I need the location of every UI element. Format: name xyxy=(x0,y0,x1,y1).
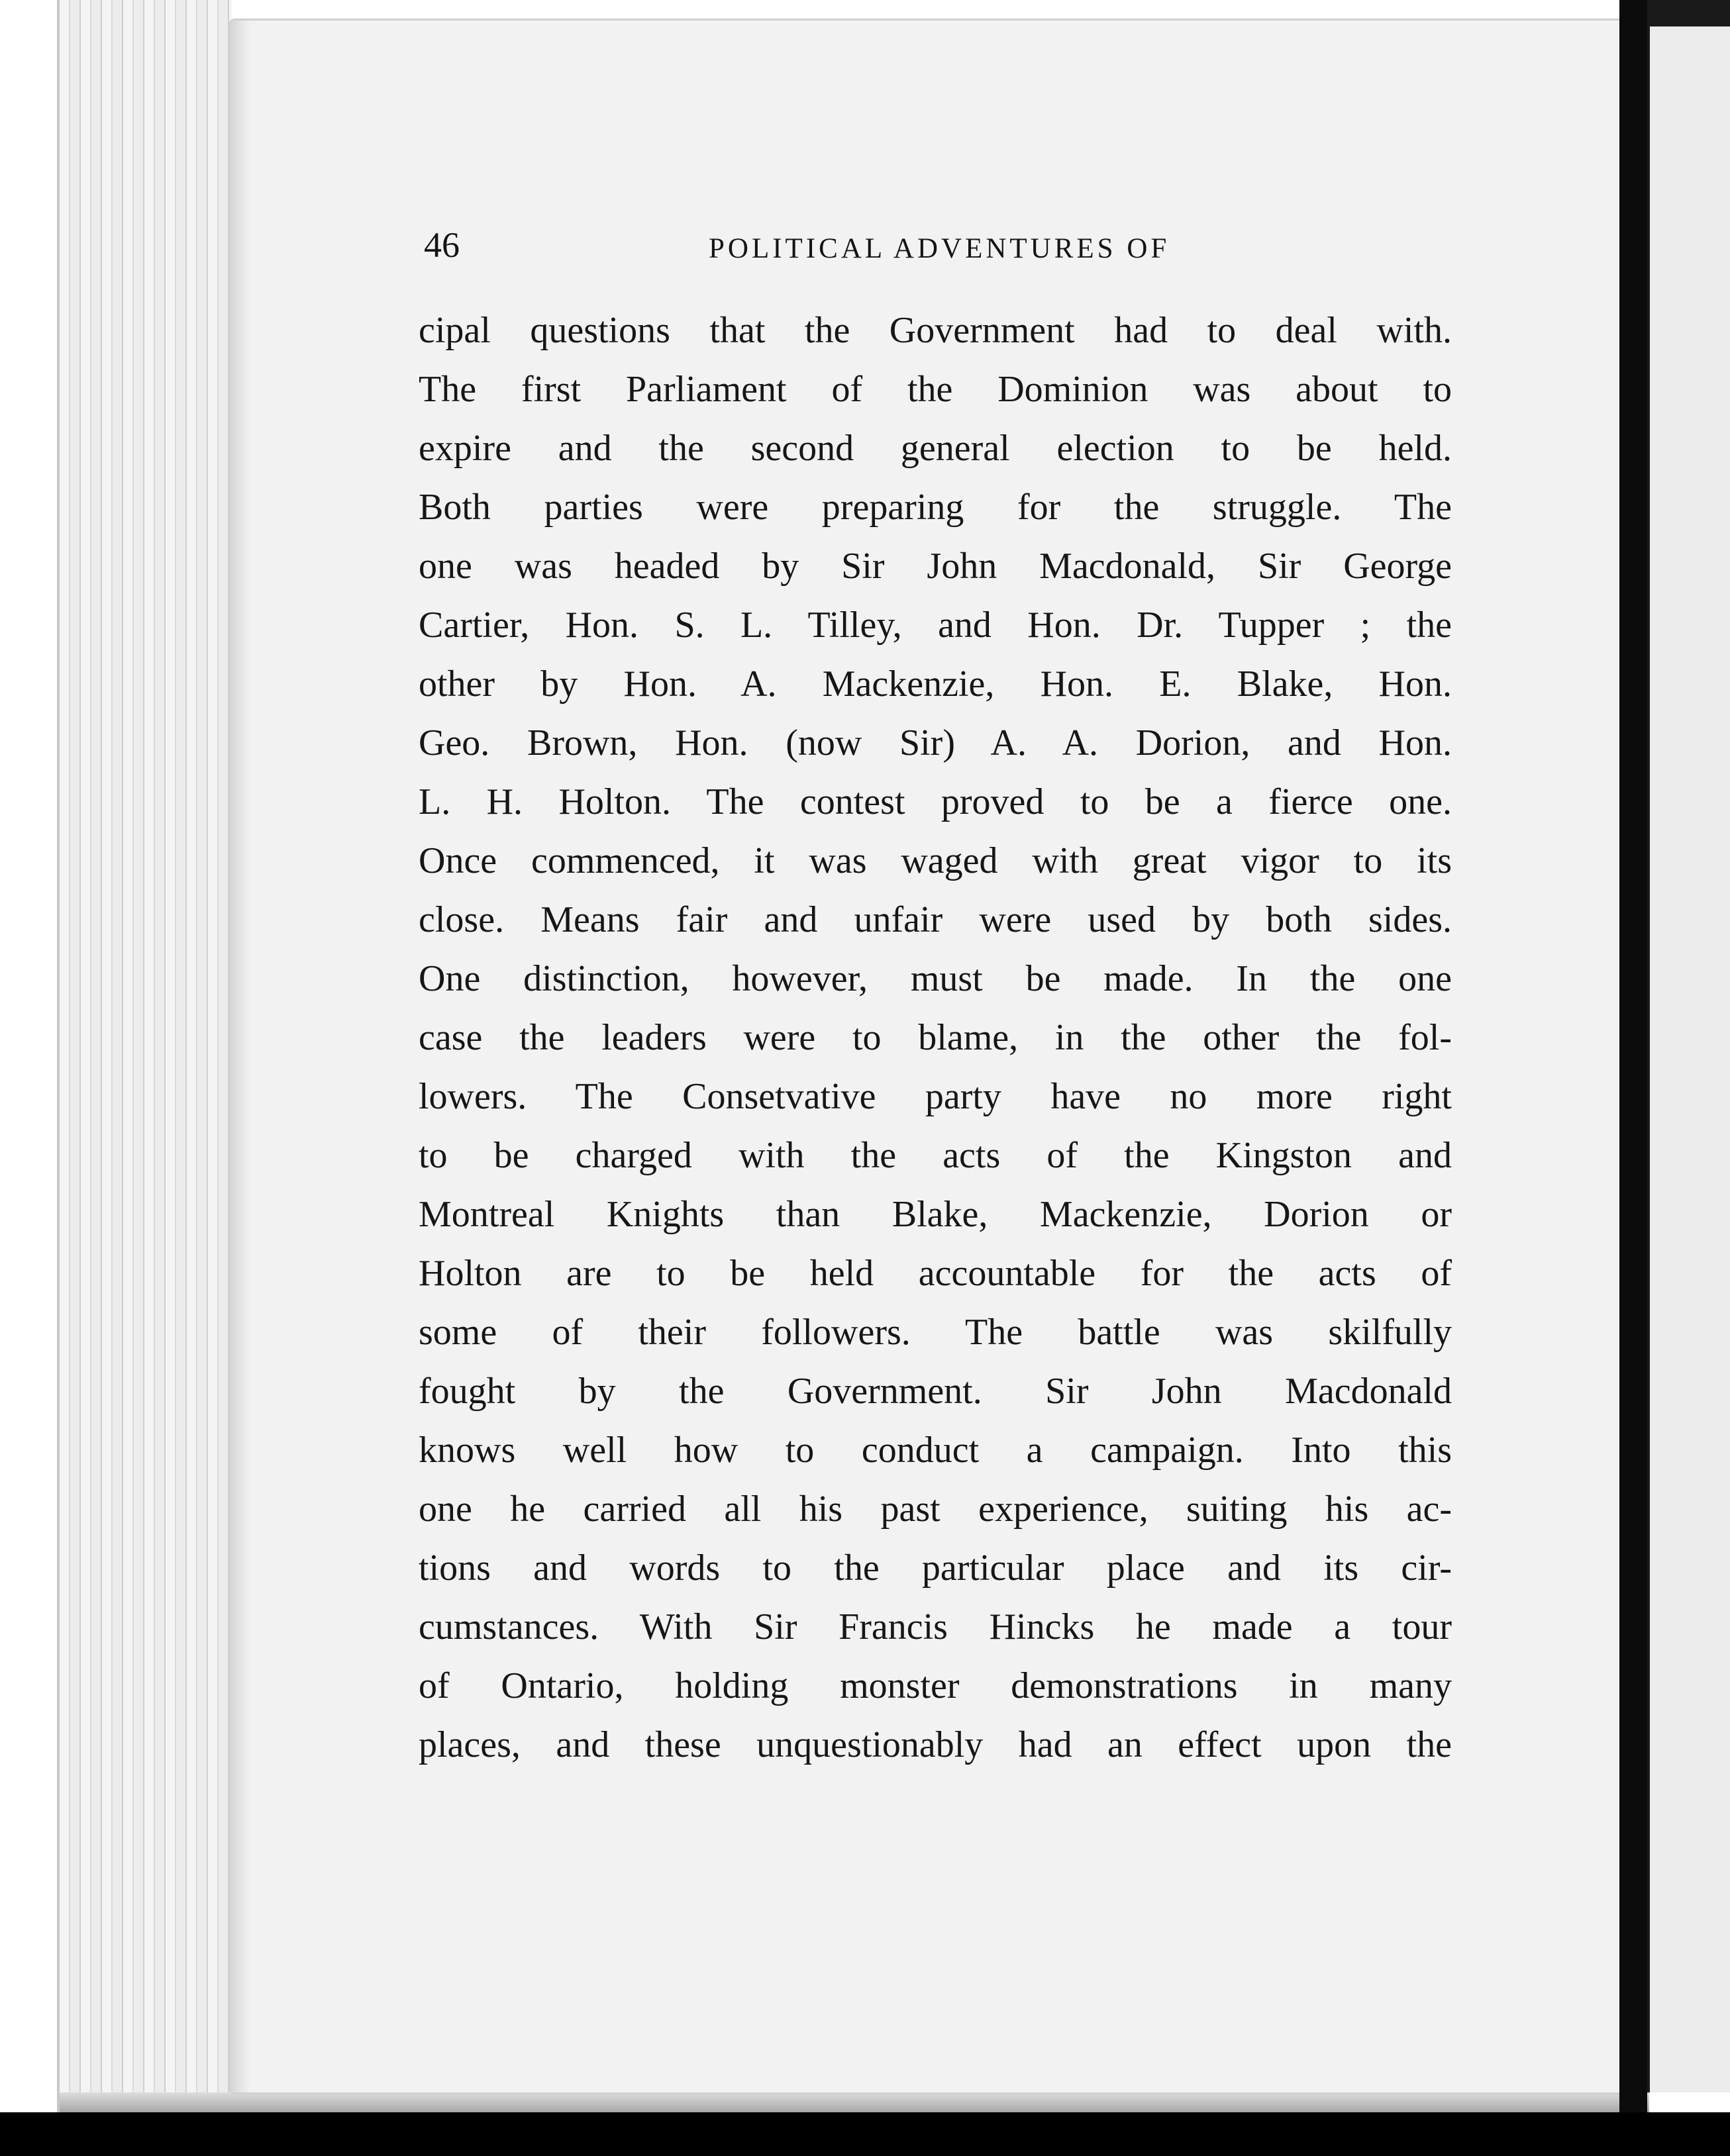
next-page-top-edge xyxy=(1647,0,1730,26)
text-line: Cartier, Hon. S. L. Tilley, and Hon. Dr. Tupper ; the xyxy=(419,605,1452,646)
text-line: expire and the second general election to be held. xyxy=(419,428,1452,469)
page-edge-shade xyxy=(230,21,250,2092)
text-line: Both parties were preparing for the struggle. The xyxy=(419,487,1452,528)
text-line: Geo. Brown, Hon. (now Sir) A. A. Dorion, and Hon. xyxy=(419,722,1452,763)
text-line: Montreal Knights than Blake, Mackenzie, Dorion or xyxy=(419,1194,1452,1235)
text-line: cumstances. With Sir Francis Hincks he made a tour xyxy=(419,1606,1452,1647)
text-line: knows well how to conduct a campaign. Into this xyxy=(419,1430,1452,1471)
text-line: fought by the Government. Sir John Macdonald xyxy=(419,1371,1452,1412)
page-number: 46 xyxy=(424,225,460,265)
book-gutter xyxy=(1619,0,1647,2119)
text-line: of Ontario, holding monster demonstrations in many xyxy=(419,1665,1452,1706)
text-line: lowers. The Consetvative party have no more right xyxy=(419,1076,1452,1117)
text-line: case the leaders were to blame, in the other the fol- xyxy=(419,1017,1452,1058)
text-line: One distinction, however, must be made. In the one xyxy=(419,958,1452,999)
text-line: one was headed by Sir John Macdonald, Sir George xyxy=(419,546,1452,587)
scan-bottom-band xyxy=(0,2112,1730,2156)
running-head xyxy=(424,219,1457,271)
body-text xyxy=(419,301,1452,1775)
text-line: cipal questions that the Government had to deal with. xyxy=(419,310,1452,351)
text-line: Holton are to be held accountable for the acts of xyxy=(419,1253,1452,1294)
text-line: tions and words to the particular place and its cir- xyxy=(419,1547,1452,1589)
running-title: POLITICAL ADVENTURES OF xyxy=(709,233,1170,264)
text-line: some of their followers. The battle was skilfully xyxy=(419,1312,1452,1353)
text-line: L. H. Holton. The contest proved to be a fierce one. xyxy=(419,781,1452,822)
facing-page-sliver xyxy=(1647,26,1730,2092)
text-line: close. Means fair and unfair were used by both sides. xyxy=(419,899,1452,940)
text-line: places, and these unquestionably had an effect upon the xyxy=(419,1724,1452,1765)
text-line: one he carried all his past experience, suiting his ac- xyxy=(419,1489,1452,1530)
text-line: The first Parliament of the Dominion was about to xyxy=(419,369,1452,410)
text-line: Once commenced, it was waged with great vigor to its xyxy=(419,840,1452,881)
text-line: other by Hon. A. Mackenzie, Hon. E. Blake, Hon. xyxy=(419,663,1452,705)
text-line: to be charged with the acts of the Kingston and xyxy=(419,1135,1452,1176)
stacked-page-edges xyxy=(60,0,232,2119)
book-bottom-edge xyxy=(60,2092,1649,2112)
